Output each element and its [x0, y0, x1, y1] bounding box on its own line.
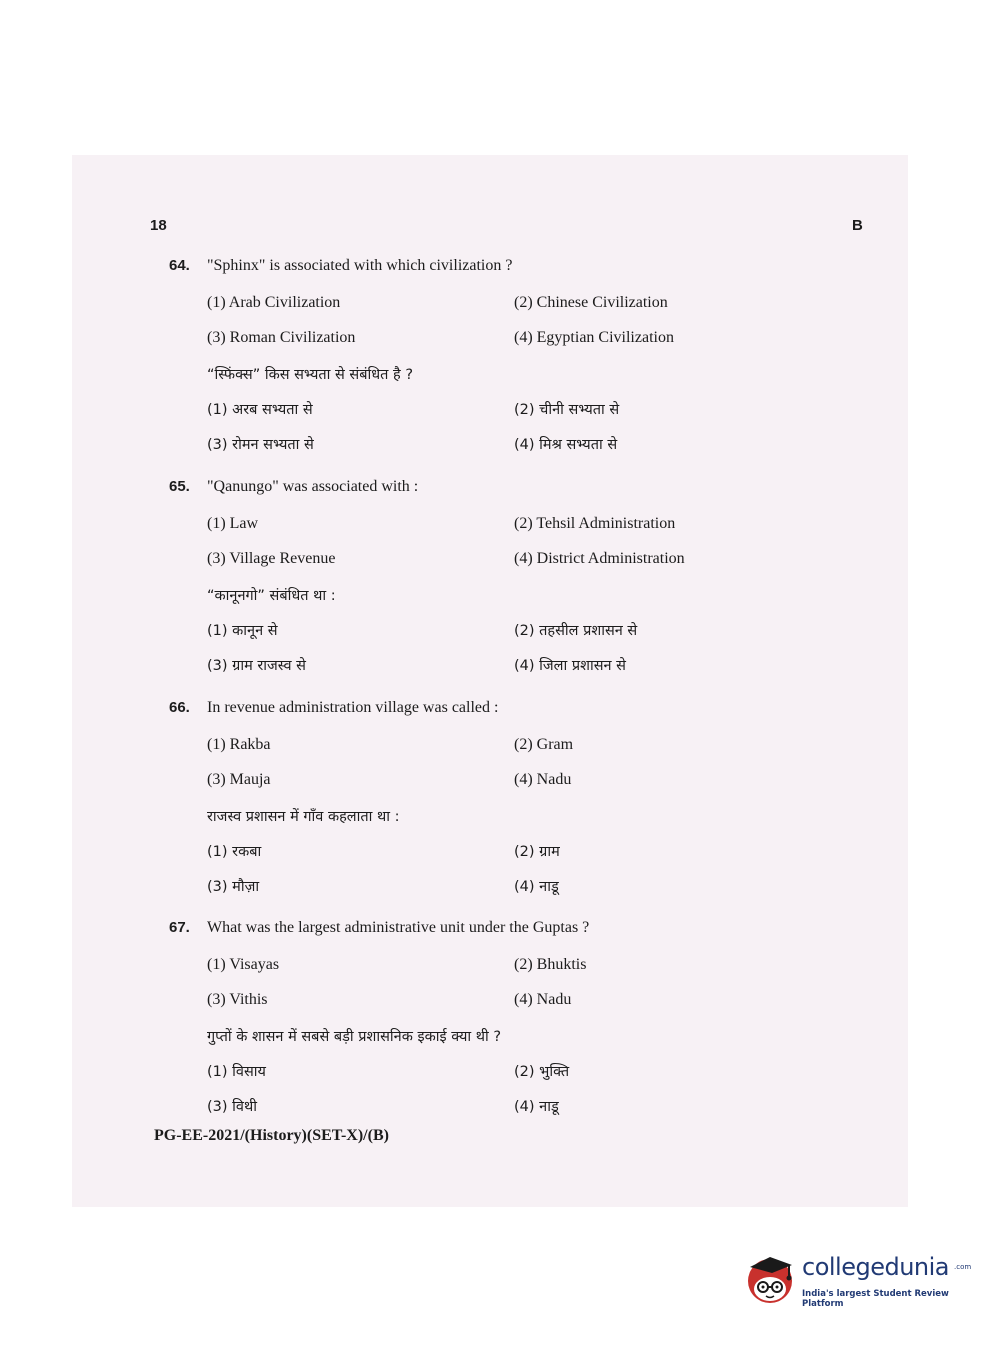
- option-4: (4) District Administration: [514, 550, 685, 567]
- page-number: 18: [150, 217, 167, 234]
- option-3-hindi: (3) रोमन सभ्यता से: [207, 437, 314, 453]
- option-3: (3) Vithis: [207, 991, 268, 1008]
- logo-wordmark: collegedunia: [802, 1253, 950, 1281]
- option-3: (3) Mauja: [207, 771, 271, 788]
- option-2: (2) Chinese Civilization: [514, 294, 668, 311]
- logo-domain-suffix: .com: [954, 1263, 972, 1271]
- question-text: What was the largest administrative unit under the Guptas ?: [207, 919, 590, 936]
- question-number: 67.: [169, 919, 190, 936]
- set-letter: B: [852, 217, 863, 234]
- option-2-hindi: (2) ग्राम: [514, 844, 560, 860]
- option-1-hindi: (1) विसाय: [207, 1064, 266, 1080]
- question-text: "Qanungo" was associated with :: [207, 478, 419, 495]
- option-2-hindi: (2) चीनी सभ्यता से: [514, 402, 620, 418]
- option-3-hindi: (3) मौज़ा: [207, 879, 260, 895]
- option-4: (4) Egyptian Civilization: [514, 329, 674, 346]
- collegedunia-mascot-icon: [744, 1245, 802, 1315]
- option-2: (2) Gram: [514, 736, 574, 753]
- option-4-hindi: (4) मिश्र सभ्यता से: [514, 437, 618, 453]
- option-1-hindi: (1) रकबा: [207, 844, 262, 860]
- question-text: In revenue administration village was called :: [207, 699, 499, 716]
- question-text-hindi: “स्फिंक्स” किस सभ्यता से संबंधित है ?: [207, 367, 414, 383]
- paper-code-footer: PG-EE-2021/(History)(SET-X)/(B): [154, 1127, 389, 1144]
- option-4: (4) Nadu: [514, 771, 572, 788]
- option-2-hindi: (2) भुक्ति: [514, 1064, 570, 1080]
- question-text-hindi: राजस्व प्रशासन में गाँव कहलाता था :: [207, 809, 400, 825]
- option-1: (1) Arab Civilization: [207, 294, 341, 311]
- option-4: (4) Nadu: [514, 991, 572, 1008]
- option-1: (1) Visayas: [207, 956, 280, 973]
- option-2-hindi: (2) तहसील प्रशासन से: [514, 623, 638, 639]
- collegedunia-logo[interactable]: [744, 1245, 974, 1315]
- question-number: 66.: [169, 699, 190, 716]
- option-4-hindi: (4) नाडू: [514, 1099, 559, 1115]
- question-66: [169, 695, 869, 905]
- question-text-hindi: गुप्तों के शासन में सबसे बड़ी प्रशासनिक इकाई क्या थी ?: [207, 1029, 502, 1045]
- option-2: (2) Bhuktis: [514, 956, 587, 973]
- exam-page: [72, 155, 908, 1207]
- option-2: (2) Tehsil Administration: [514, 515, 676, 532]
- logo-tagline: India's largest Student Review Platform: [802, 1289, 949, 1309]
- question-text: "Sphinx" is associated with which civilization ?: [207, 257, 513, 274]
- option-1: (1) Law: [207, 515, 259, 532]
- option-3-hindi: (3) विथी: [207, 1099, 257, 1115]
- option-3: (3) Village Revenue: [207, 550, 336, 567]
- option-1-hindi: (1) कानून से: [207, 623, 278, 639]
- question-64: [169, 253, 869, 463]
- question-67: [169, 915, 869, 1125]
- question-65: [169, 474, 869, 684]
- option-1: (1) Rakba: [207, 736, 271, 753]
- question-text-hindi: “कानूनगो” संबंधित था :: [207, 588, 336, 604]
- question-number: 65.: [169, 478, 190, 495]
- question-number: 64.: [169, 257, 190, 274]
- option-1-hindi: (1) अरब सभ्यता से: [207, 402, 313, 418]
- option-4-hindi: (4) नाडू: [514, 879, 559, 895]
- option-3: (3) Roman Civilization: [207, 329, 356, 346]
- option-3-hindi: (3) ग्राम राजस्व से: [207, 658, 306, 674]
- option-4-hindi: (4) जिला प्रशासन से: [514, 658, 626, 674]
